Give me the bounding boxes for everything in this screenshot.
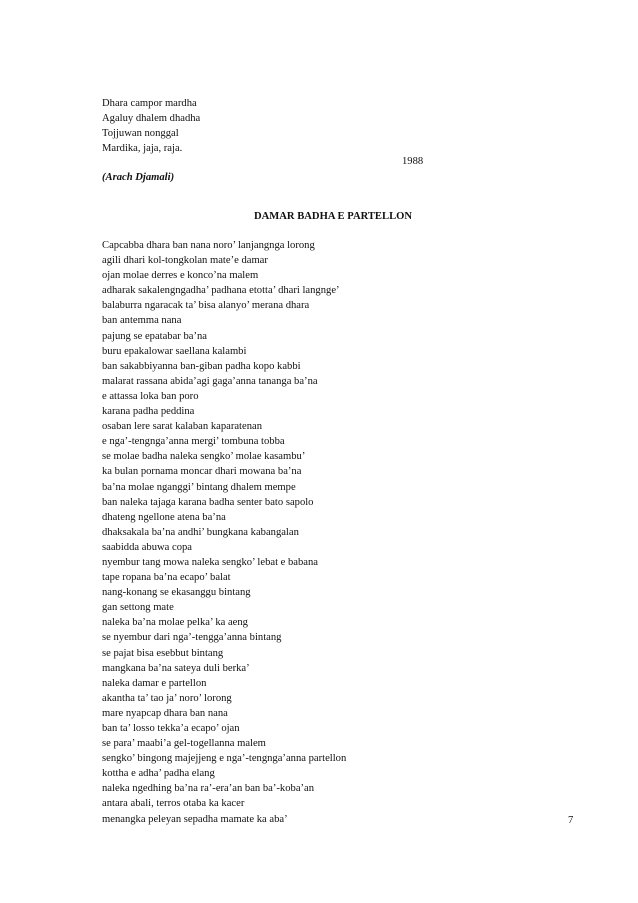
poem-line: se nyembur dari nga’-tengga’anna bintang <box>102 632 282 644</box>
poem-line: ban antemma nana <box>102 315 182 327</box>
poem-line: kottha e adha’ padha elang <box>102 768 215 780</box>
poem-line: naleka damar e partellon <box>102 677 207 689</box>
poem-line: naleka ba’na molae pelka’ ka aeng <box>102 617 248 629</box>
poem-line: akantha ta’ tao ja’ noro’ lorong <box>102 692 232 704</box>
poem-line: ban sakabbiyanna ban-giban padha kopo kabbi <box>102 360 301 372</box>
poem-line: agili dhari kol-tongkolan mate’e damar <box>102 255 268 267</box>
poem-line: antara abali, terros otaba ka kacer <box>102 798 245 810</box>
poem-line: dhateng ngellone atena ba’na <box>102 511 226 523</box>
poem-line: naleka ngedhing ba’na ra’-era’an ban ba’-koba’an <box>102 783 315 795</box>
poem-line: dhaksakala ba’na andhi’ bungkana kabangalan <box>102 526 299 538</box>
poem-line: ba’na molae nganggi’ bintang dhalem mempe <box>102 481 296 493</box>
poem-title: DAMAR BADHA E PARTELLON <box>253 211 413 222</box>
poem-line: pajung se epatabar ba’na <box>102 330 208 342</box>
poem-line: nyembur tang mowa naleka sengko’ lebat e babana <box>102 556 319 568</box>
poem-line: Capcabba dhara ban nana noro’ lanjangnga lorong <box>102 240 315 251</box>
poem-line: Dhara campor mardha <box>102 98 197 109</box>
poem-body <box>102 238 346 827</box>
poem-line: buru epakalowar saellana kalambi <box>102 345 247 357</box>
poem-line: tape ropana ba’na ecapo’ balat <box>102 572 231 584</box>
poem-line: Agaluy dhalem dhadha <box>102 113 201 125</box>
poem-line: ban ta’ losso tekka’a ecapo’ ojan <box>102 723 240 734</box>
poem-line: se para’ maabi’a gel-togellanna malem <box>102 738 266 750</box>
poem-line: nang-konang se ekasanggu bintang <box>102 587 251 599</box>
poem-line: karana padha peddina <box>102 406 195 418</box>
poem-year: 1988 <box>402 156 424 167</box>
poem-line: gan settong mate <box>102 602 174 614</box>
poem-line: menangka peleyan sepadha mamate ka aba’ <box>102 813 288 825</box>
poem-line: ka bulan pornama moncar dhari mowana ba’na <box>102 466 302 478</box>
poem-line: balaburra ngaracak ta’ bisa alanyo’ merana dhara <box>102 300 310 312</box>
poem-line: malarat rassana abida’agi gaga’anna tananga ba’na <box>102 375 318 387</box>
poem-line: se molae badha naleka sengko’ molae kasambu’ <box>102 451 306 463</box>
previous-poem-ending <box>102 96 200 156</box>
poem-line: adharak sakalengngadha’ padhana etotta’ dhari langnge’ <box>102 285 340 297</box>
page-number: 7 <box>568 815 574 826</box>
poem-line: ojan molae derres e konco’na malem <box>102 270 259 282</box>
poem-line: e attassa loka ban poro <box>102 390 199 402</box>
poem-line: Tojjuwan nonggal <box>102 128 179 140</box>
poem-line: Mardika, jaja, raja. <box>102 143 183 155</box>
poem-line: mare nyapcap dhara ban nana <box>102 707 228 719</box>
poem-line: se pajat bisa esebbut bintang <box>102 647 224 659</box>
poem-line: saabidda abuwa copa <box>102 541 193 553</box>
author-signature: (Arach Djamali) <box>102 172 175 183</box>
poem-line: osaban lere sarat kalaban kaparatenan <box>102 421 262 433</box>
poem-line: mangkana ba’na sateya duli berka’ <box>102 662 250 674</box>
poem-line: sengko’ bingong majejjeng e nga’-tengnga’anna partellon <box>102 753 347 765</box>
poem-line: e nga’-tengnga’anna mergi’ tombuna tobba <box>102 436 285 448</box>
poem-line: ban naleka tajaga karana badha senter bato sapolo <box>102 496 314 508</box>
